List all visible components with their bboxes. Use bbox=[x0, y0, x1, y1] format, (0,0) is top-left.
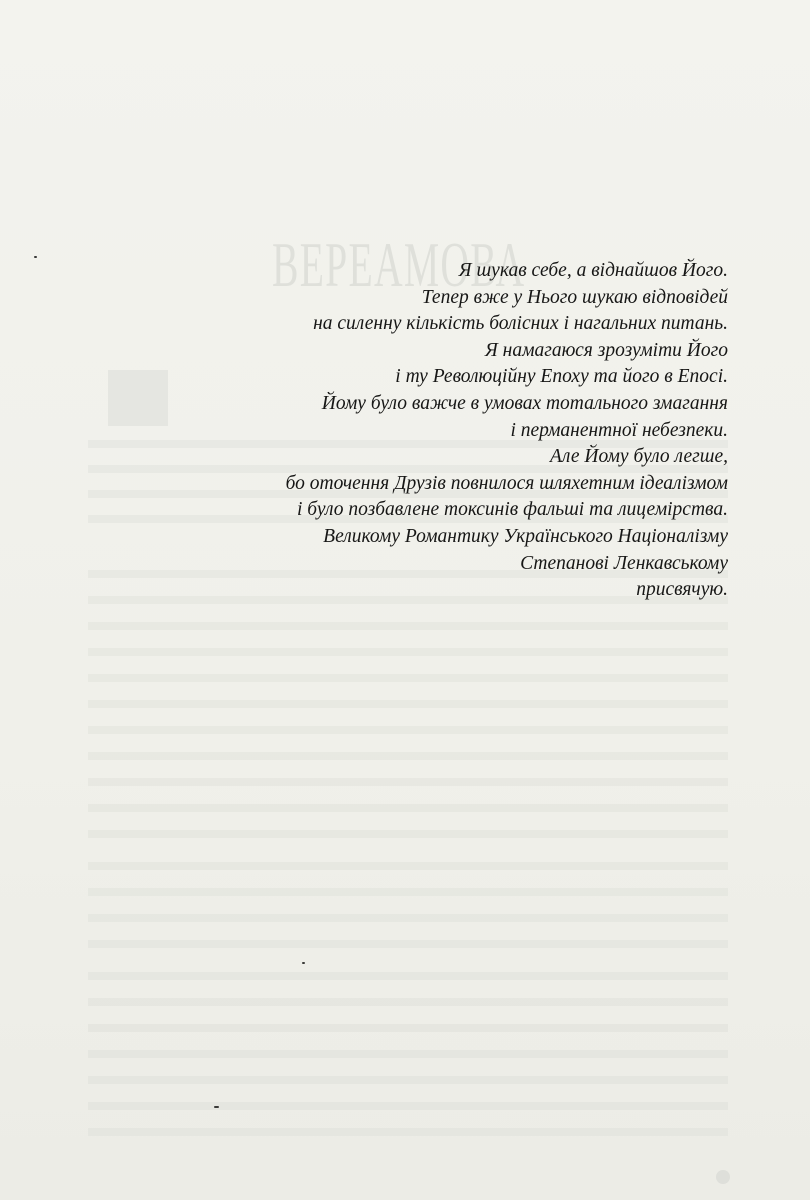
bleed-through-line bbox=[88, 1102, 728, 1110]
paper-speck bbox=[214, 1106, 219, 1108]
bleed-through-line bbox=[88, 804, 728, 812]
paper-speck bbox=[302, 962, 305, 964]
bleed-through-line bbox=[88, 752, 728, 760]
bleed-through-line bbox=[88, 1024, 728, 1032]
dedication-line: і перманентної небезпеки. bbox=[510, 419, 728, 441]
dedication-line: Степанові Ленкавському bbox=[520, 552, 728, 574]
bleed-through-line bbox=[88, 778, 728, 786]
dedication-line: Великому Романтику Українського Націоналізму bbox=[323, 525, 728, 547]
bleed-through-line bbox=[88, 830, 728, 838]
bleed-through-line bbox=[88, 674, 728, 682]
dedication-line: на силенну кількість болісних і нагальних питань. bbox=[313, 313, 728, 335]
bleed-through-line bbox=[88, 914, 728, 922]
page-number-mark bbox=[716, 1170, 730, 1184]
bleed-through-line bbox=[88, 940, 728, 948]
dedication-line: і було позбавлене токсинів фальші та лицемірства. bbox=[297, 499, 728, 521]
dedication-line: бо оточення Друзів повнилося шляхетним ідеалізмом bbox=[285, 472, 728, 494]
bleed-through-line bbox=[88, 862, 728, 870]
bleed-through-heading: ВЕРЕАМОВА bbox=[272, 229, 526, 300]
bleed-through-line bbox=[88, 1076, 728, 1084]
dedication-line: присвячую. bbox=[636, 579, 728, 601]
bleed-through-line bbox=[88, 972, 728, 980]
bleed-through-line bbox=[88, 1128, 728, 1136]
dedication-line: Йому було важче в умовах тотального змагання bbox=[321, 392, 728, 414]
dedication-line: Я шукав себе, а віднайшов Його. bbox=[458, 260, 728, 281]
bleed-through-line bbox=[88, 622, 728, 630]
dedication-line: Тепер вже у Нього шукаю відповідей bbox=[421, 286, 728, 308]
bleed-through-line bbox=[88, 726, 728, 734]
bleed-through-line bbox=[88, 700, 728, 708]
bleed-through-line bbox=[88, 888, 728, 896]
dedication-line: Я намагаюся зрозуміти Його bbox=[484, 339, 728, 361]
dedication-line: Але Йому було легше, bbox=[549, 446, 728, 468]
dedication-text bbox=[108, 258, 728, 604]
paper-speck bbox=[34, 256, 37, 258]
bleed-through-line bbox=[88, 648, 728, 656]
bleed-through-line bbox=[88, 1050, 728, 1058]
bleed-through-line bbox=[88, 998, 728, 1006]
dedication-line: і ту Революційну Епоху та його в Епосі. bbox=[395, 366, 728, 388]
